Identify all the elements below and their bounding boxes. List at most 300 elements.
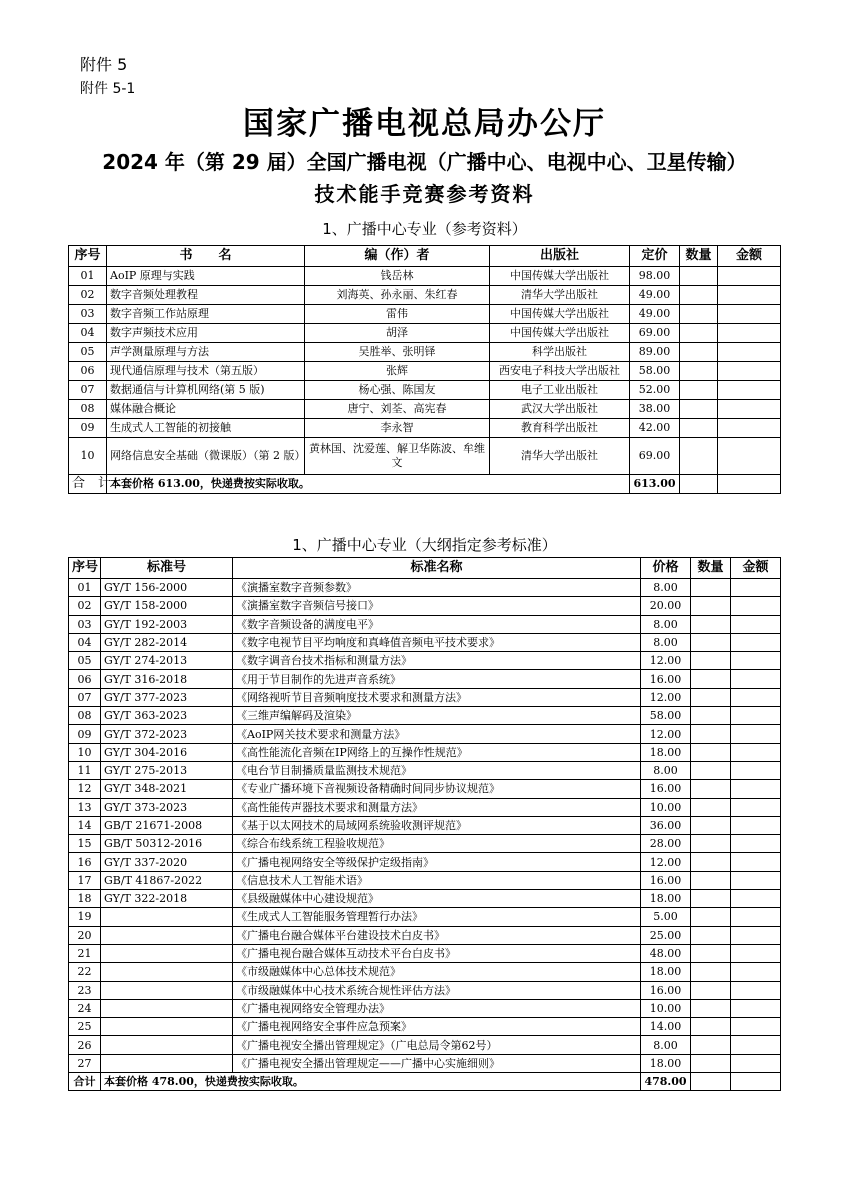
- standard-name: 《演播室数字音频参数》: [233, 579, 641, 597]
- book-price: 49.00: [630, 286, 680, 305]
- table-row: [69, 707, 781, 725]
- book-price: 98.00: [630, 267, 680, 286]
- book-name: 数字音频工作站原理: [107, 305, 305, 324]
- standard-price: 58.00: [641, 707, 691, 725]
- book-name: AoIP 原理与实践: [107, 267, 305, 286]
- table-row: [69, 999, 781, 1017]
- standard-name: 《广播电视网络安全等级保护定级指南》: [233, 853, 641, 871]
- row-no: 10: [69, 438, 107, 475]
- table-row: [69, 324, 781, 343]
- book-author: 杨心强、陈国友: [305, 381, 490, 400]
- standard-price: 12.00: [641, 688, 691, 706]
- book-publisher: 电子工业出版社: [490, 381, 630, 400]
- amount-cell: [731, 761, 781, 779]
- quantity-cell: [691, 743, 731, 761]
- standard-price: 48.00: [641, 944, 691, 962]
- amount-cell: [731, 1073, 781, 1091]
- standard-code: [101, 1036, 233, 1054]
- total-text: 本套价格 613.00，快递费按实际收取。: [107, 475, 630, 494]
- standard-name: 《广播电视安全播出管理规定》（广电总局令第62号）: [233, 1036, 641, 1054]
- attachment-label: 附件 5: [80, 55, 128, 74]
- row-no: 04: [69, 324, 107, 343]
- standard-code: GY/T 322-2018: [101, 890, 233, 908]
- header-no: 序号: [69, 558, 101, 579]
- standard-name: 《电台节目制播质量监测技术规范》: [233, 761, 641, 779]
- standard-price: 16.00: [641, 981, 691, 999]
- table-row: [69, 286, 781, 305]
- standard-price: 36.00: [641, 816, 691, 834]
- total-label: 合 计: [69, 475, 107, 494]
- quantity-cell: [691, 1073, 731, 1091]
- standards-table: [68, 557, 781, 1091]
- quantity-cell: [691, 725, 731, 743]
- table-row: [69, 944, 781, 962]
- standard-code: [101, 926, 233, 944]
- amount-cell: [731, 652, 781, 670]
- standard-code: GY/T 316-2018: [101, 670, 233, 688]
- quantity-cell: [691, 633, 731, 651]
- standard-name: 《信息技术人工智能术语》: [233, 871, 641, 889]
- table-row: [69, 652, 781, 670]
- row-no: 09: [69, 725, 101, 743]
- header-publisher: 出版社: [490, 246, 630, 267]
- amount-cell: [731, 926, 781, 944]
- book-publisher: 清华大学出版社: [490, 286, 630, 305]
- header-amount: 金额: [731, 558, 781, 579]
- quantity-cell: [680, 400, 718, 419]
- amount-cell: [718, 305, 781, 324]
- row-no: 04: [69, 633, 101, 651]
- amount-cell: [718, 381, 781, 400]
- header-author: 编（作）者: [305, 246, 490, 267]
- amount-cell: [731, 597, 781, 615]
- book-author: 刘海英、孙永丽、朱红春: [305, 286, 490, 305]
- table-row: [69, 853, 781, 871]
- quantity-cell: [691, 670, 731, 688]
- amount-cell: [718, 267, 781, 286]
- standard-code: [101, 981, 233, 999]
- row-no: 01: [69, 267, 107, 286]
- standard-name: 《广播电台融合媒体平台建设技术白皮书》: [233, 926, 641, 944]
- row-no: 12: [69, 780, 101, 798]
- standard-code: [101, 999, 233, 1017]
- standard-code: [101, 944, 233, 962]
- quantity-cell: [691, 761, 731, 779]
- document-subtitle-2: 技术能手竞赛参考资料: [314, 182, 535, 206]
- row-no: 21: [69, 944, 101, 962]
- standard-name: 《数字电视节目平均响度和真峰值音频电平技术要求》: [233, 633, 641, 651]
- header-quantity: 数量: [680, 246, 718, 267]
- table-row: [69, 1054, 781, 1072]
- amount-cell: [731, 1036, 781, 1054]
- standards-header-row: [69, 558, 781, 579]
- row-no: 15: [69, 835, 101, 853]
- amount-cell: [731, 999, 781, 1017]
- table-row: [69, 305, 781, 324]
- amount-cell: [718, 324, 781, 343]
- standard-code: GY/T 373-2023: [101, 798, 233, 816]
- row-no: 07: [69, 688, 101, 706]
- book-price: 69.00: [630, 324, 680, 343]
- quantity-cell: [691, 597, 731, 615]
- amount-cell: [718, 286, 781, 305]
- row-no: 27: [69, 1054, 101, 1072]
- table-row: [69, 926, 781, 944]
- row-no: 06: [69, 362, 107, 381]
- row-no: 25: [69, 1018, 101, 1036]
- standard-price: 16.00: [641, 780, 691, 798]
- table-row: [69, 908, 781, 926]
- standard-price: 12.00: [641, 652, 691, 670]
- standard-name: 《网络视听节目音频响度技术要求和测量方法》: [233, 688, 641, 706]
- standard-name: 《市级融媒体中心总体技术规范》: [233, 963, 641, 981]
- table-row: [69, 780, 781, 798]
- standard-price: 8.00: [641, 615, 691, 633]
- standard-code: GY/T 275-2013: [101, 761, 233, 779]
- quantity-cell: [691, 780, 731, 798]
- standard-code: GY/T 282-2014: [101, 633, 233, 651]
- quantity-cell: [691, 908, 731, 926]
- standard-code: [101, 908, 233, 926]
- table-row: [69, 890, 781, 908]
- table-row: [69, 981, 781, 999]
- standard-name: 《用于节目制作的先进声音系统》: [233, 670, 641, 688]
- row-no: 18: [69, 890, 101, 908]
- standard-price: 20.00: [641, 597, 691, 615]
- standard-name: 《基于以太网技术的局域网系统验收测评规范》: [233, 816, 641, 834]
- standard-code: GB/T 21671-2008: [101, 816, 233, 834]
- amount-cell: [731, 688, 781, 706]
- standard-code: GB/T 41867-2022: [101, 871, 233, 889]
- header-price: 定价: [630, 246, 680, 267]
- quantity-cell: [691, 1018, 731, 1036]
- table-row: [69, 267, 781, 286]
- quantity-cell: [691, 999, 731, 1017]
- standard-code: GY/T 158-2000: [101, 597, 233, 615]
- row-no: 02: [69, 286, 107, 305]
- book-author: 胡泽: [305, 324, 490, 343]
- amount-cell: [731, 908, 781, 926]
- row-no: 02: [69, 597, 101, 615]
- amount-cell: [731, 871, 781, 889]
- amount-cell: [731, 944, 781, 962]
- book-name: 生成式人工智能的初接触: [107, 419, 305, 438]
- table-row: [69, 1036, 781, 1054]
- total-price: 478.00: [641, 1073, 691, 1091]
- amount-cell: [718, 343, 781, 362]
- amount-cell: [731, 725, 781, 743]
- quantity-cell: [691, 1036, 731, 1054]
- standard-code: GY/T 274-2013: [101, 652, 233, 670]
- standard-price: 12.00: [641, 853, 691, 871]
- row-no: 22: [69, 963, 101, 981]
- standard-code: [101, 963, 233, 981]
- amount-cell: [731, 743, 781, 761]
- table-row: [69, 835, 781, 853]
- book-price: 52.00: [630, 381, 680, 400]
- book-author: 李永智: [305, 419, 490, 438]
- standard-name: 《高性能传声器技术要求和测量方法》: [233, 798, 641, 816]
- table-row: [69, 761, 781, 779]
- amount-cell: [731, 981, 781, 999]
- standard-name: 《数字音频设备的满度电平》: [233, 615, 641, 633]
- document-subtitle: 2024 年（第 29 届）全国广播电视（广播中心、电视中心、卫星传输）: [102, 150, 747, 174]
- standard-name: 《市级融媒体中心技术系统合规性评估方法》: [233, 981, 641, 999]
- row-no: 16: [69, 853, 101, 871]
- standard-code: GY/T 192-2003: [101, 615, 233, 633]
- quantity-cell: [691, 944, 731, 962]
- row-no: 14: [69, 816, 101, 834]
- books-table: [68, 245, 781, 494]
- standard-name: 《广播电视网络安全事件应急预案》: [233, 1018, 641, 1036]
- row-no: 11: [69, 761, 101, 779]
- book-name: 现代通信原理与技术（第五版）: [107, 362, 305, 381]
- book-price: 69.00: [630, 438, 680, 475]
- quantity-cell: [680, 381, 718, 400]
- quantity-cell: [691, 652, 731, 670]
- total-row: [69, 1073, 781, 1091]
- total-row: [69, 475, 781, 494]
- quantity-cell: [680, 267, 718, 286]
- table-row: [69, 963, 781, 981]
- table-row: [69, 688, 781, 706]
- standard-code: GY/T 156-2000: [101, 579, 233, 597]
- quantity-cell: [691, 835, 731, 853]
- table-row: [69, 579, 781, 597]
- quantity-cell: [691, 816, 731, 834]
- standard-price: 8.00: [641, 633, 691, 651]
- header-book-name: 书 名: [107, 246, 305, 267]
- row-no: 06: [69, 670, 101, 688]
- standard-price: 28.00: [641, 835, 691, 853]
- standard-price: 18.00: [641, 1054, 691, 1072]
- standard-price: 16.00: [641, 670, 691, 688]
- book-author: 雷伟: [305, 305, 490, 324]
- standard-name: 《高性能流化音频在IP网络上的互操作性规范》: [233, 743, 641, 761]
- header-quantity: 数量: [691, 558, 731, 579]
- book-author: 张辉: [305, 362, 490, 381]
- standard-name: 《数字调音台技术指标和测量方法》: [233, 652, 641, 670]
- book-price: 42.00: [630, 419, 680, 438]
- table-row: [69, 633, 781, 651]
- header-no: 序号: [69, 246, 107, 267]
- quantity-cell: [691, 853, 731, 871]
- row-no: 08: [69, 400, 107, 419]
- standard-price: 8.00: [641, 579, 691, 597]
- book-publisher: 武汉大学出版社: [490, 400, 630, 419]
- quantity-cell: [691, 1054, 731, 1072]
- amount-cell: [731, 816, 781, 834]
- standard-name: 《AoIP网关技术要求和测量方法》: [233, 725, 641, 743]
- amount-cell: [718, 362, 781, 381]
- amount-cell: [731, 853, 781, 871]
- table-row: [69, 871, 781, 889]
- standard-name: 《县级融媒体中心建设规范》: [233, 890, 641, 908]
- standard-code: GB/T 50312-2016: [101, 835, 233, 853]
- book-price: 89.00: [630, 343, 680, 362]
- amount-cell: [718, 475, 781, 494]
- book-author: 黄林国、沈爱莲、解卫华陈波、牟维文: [305, 438, 490, 475]
- quantity-cell: [691, 926, 731, 944]
- table-row: [69, 615, 781, 633]
- book-name: 声学测量原理与方法: [107, 343, 305, 362]
- standard-price: 12.00: [641, 725, 691, 743]
- amount-cell: [731, 780, 781, 798]
- total-price: 613.00: [630, 475, 680, 494]
- quantity-cell: [680, 286, 718, 305]
- row-no: 13: [69, 798, 101, 816]
- quantity-cell: [691, 981, 731, 999]
- row-no: 24: [69, 999, 101, 1017]
- standard-price: 8.00: [641, 761, 691, 779]
- row-no: 19: [69, 908, 101, 926]
- standard-code: GY/T 304-2016: [101, 743, 233, 761]
- row-no: 09: [69, 419, 107, 438]
- amount-cell: [731, 798, 781, 816]
- quantity-cell: [680, 438, 718, 475]
- total-text: 本套价格 478.00，快递费按实际收取。: [101, 1073, 641, 1091]
- total-label: 合计: [69, 1073, 101, 1091]
- standard-name: 《综合布线系统工程验收规范》: [233, 835, 641, 853]
- standard-price: 5.00: [641, 908, 691, 926]
- table-row: [69, 362, 781, 381]
- quantity-cell: [680, 305, 718, 324]
- amount-cell: [718, 419, 781, 438]
- standard-price: 16.00: [641, 871, 691, 889]
- standard-name: 《广播电视安全播出管理规定——广播中心实施细则》: [233, 1054, 641, 1072]
- standard-code: GY/T 348-2021: [101, 780, 233, 798]
- standard-code: GY/T 372-2023: [101, 725, 233, 743]
- book-name: 数据通信与计算机网络(第 5 版): [107, 381, 305, 400]
- standard-price: 10.00: [641, 798, 691, 816]
- book-name: 数字音频处理教程: [107, 286, 305, 305]
- amount-cell: [731, 963, 781, 981]
- book-price: 49.00: [630, 305, 680, 324]
- standard-price: 18.00: [641, 890, 691, 908]
- row-no: 10: [69, 743, 101, 761]
- book-name: 数字声频技术应用: [107, 324, 305, 343]
- standard-name: 《演播室数字音频信号接口》: [233, 597, 641, 615]
- quantity-cell: [691, 615, 731, 633]
- book-publisher: 清华大学出版社: [490, 438, 630, 475]
- header-amount: 金额: [718, 246, 781, 267]
- standard-price: 18.00: [641, 743, 691, 761]
- standard-price: 10.00: [641, 999, 691, 1017]
- quantity-cell: [680, 475, 718, 494]
- standard-code: GY/T 377-2023: [101, 688, 233, 706]
- book-publisher: 西安电子科技大学出版社: [490, 362, 630, 381]
- header-price: 价格: [641, 558, 691, 579]
- book-price: 38.00: [630, 400, 680, 419]
- book-publisher: 教育科学出版社: [490, 419, 630, 438]
- amount-cell: [731, 1054, 781, 1072]
- quantity-cell: [680, 324, 718, 343]
- book-publisher: 中国传媒大学出版社: [490, 305, 630, 324]
- standard-name: 《专业广播环境下音视频设备精确时间同步协议规范》: [233, 780, 641, 798]
- row-no: 17: [69, 871, 101, 889]
- book-author: 吴胜举、张明铎: [305, 343, 490, 362]
- table-row: [69, 725, 781, 743]
- book-price: 58.00: [630, 362, 680, 381]
- table-row: [69, 343, 781, 362]
- table-row: [69, 1018, 781, 1036]
- quantity-cell: [691, 707, 731, 725]
- header-standard-code: 标准号: [101, 558, 233, 579]
- amount-cell: [731, 615, 781, 633]
- quantity-cell: [680, 419, 718, 438]
- standard-price: 14.00: [641, 1018, 691, 1036]
- amount-cell: [731, 633, 781, 651]
- row-no: 03: [69, 615, 101, 633]
- row-no: 20: [69, 926, 101, 944]
- book-publisher: 中国传媒大学出版社: [490, 324, 630, 343]
- standard-code: [101, 1018, 233, 1036]
- row-no: 01: [69, 579, 101, 597]
- amount-cell: [731, 670, 781, 688]
- document-title: 国家广播电视总局办公厅: [243, 106, 606, 142]
- quantity-cell: [680, 343, 718, 362]
- table-row: [69, 743, 781, 761]
- table-row: [69, 381, 781, 400]
- table-row: [69, 670, 781, 688]
- standard-price: 8.00: [641, 1036, 691, 1054]
- quantity-cell: [691, 963, 731, 981]
- amount-cell: [731, 835, 781, 853]
- books-header-row: [69, 246, 781, 267]
- book-name: 网络信息安全基础（微课版）（第 2 版）: [107, 438, 305, 475]
- quantity-cell: [691, 871, 731, 889]
- book-publisher: 科学出版社: [490, 343, 630, 362]
- quantity-cell: [691, 579, 731, 597]
- book-name: 媒体融合概论: [107, 400, 305, 419]
- table-row: [69, 597, 781, 615]
- book-publisher: 中国传媒大学出版社: [490, 267, 630, 286]
- amount-cell: [731, 1018, 781, 1036]
- standard-name: 《广播电视网络安全管理办法》: [233, 999, 641, 1017]
- attachment-sublabel: 附件 5-1: [80, 81, 136, 97]
- quantity-cell: [691, 798, 731, 816]
- amount-cell: [731, 890, 781, 908]
- standard-name: 《生成式人工智能服务管理暂行办法》: [233, 908, 641, 926]
- row-no: 08: [69, 707, 101, 725]
- table-row: [69, 816, 781, 834]
- table-row: [69, 400, 781, 419]
- quantity-cell: [680, 362, 718, 381]
- book-author: 唐宁、刘荃、高宪春: [305, 400, 490, 419]
- row-no: 03: [69, 305, 107, 324]
- row-no: 05: [69, 652, 101, 670]
- books-section-title: 1、广播中心专业（参考资料）: [322, 220, 527, 238]
- standard-price: 18.00: [641, 963, 691, 981]
- row-no: 07: [69, 381, 107, 400]
- amount-cell: [718, 400, 781, 419]
- quantity-cell: [691, 688, 731, 706]
- table-row: [69, 419, 781, 438]
- row-no: 26: [69, 1036, 101, 1054]
- standard-name: 《三维声编解码及渲染》: [233, 707, 641, 725]
- standards-section-title: 1、广播中心专业（大纲指定参考标准）: [292, 536, 557, 554]
- header-standard-name: 标准名称: [233, 558, 641, 579]
- standard-name: 《广播电视台融合媒体互动技术平台白皮书》: [233, 944, 641, 962]
- standard-price: 25.00: [641, 926, 691, 944]
- row-no: 23: [69, 981, 101, 999]
- amount-cell: [731, 707, 781, 725]
- table-row: [69, 438, 781, 475]
- amount-cell: [731, 579, 781, 597]
- table-row: [69, 798, 781, 816]
- standard-code: GY/T 337-2020: [101, 853, 233, 871]
- amount-cell: [718, 438, 781, 475]
